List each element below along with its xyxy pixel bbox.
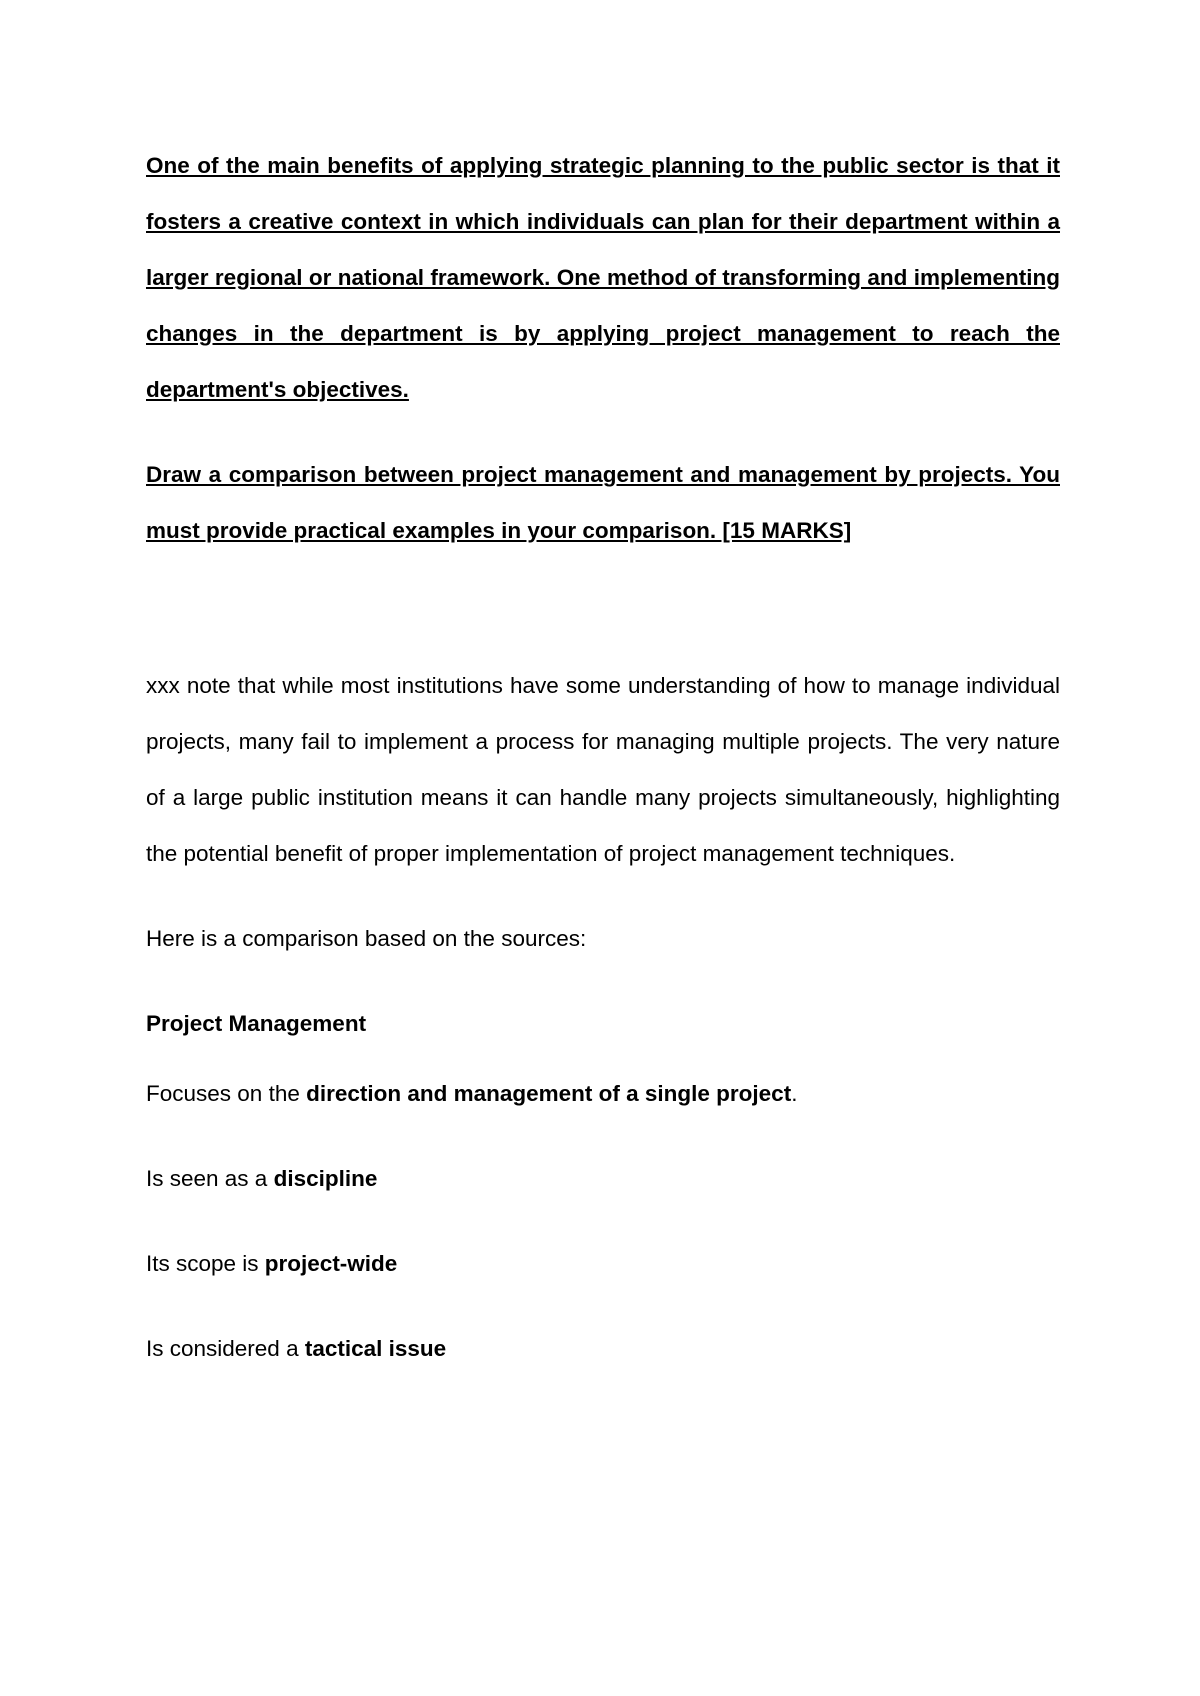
point-prefix: Its scope is (146, 1251, 265, 1276)
point-bold: project-wide (264, 1251, 398, 1276)
answer-paragraph-2: Here is a comparison based on the sources: (146, 926, 587, 951)
comparison-point (146, 1066, 1060, 1122)
point-bold: discipline (273, 1166, 378, 1191)
point-prefix: Focuses on the (146, 1081, 307, 1106)
comparison-point (146, 1321, 1060, 1377)
question-task: Draw a comparison between project management and management by projects. You must provide practical examples in your comparison. [15 MARKS] (146, 462, 1060, 543)
question-intro: One of the main benefits of applying strategic planning to the public sector is that it fosters a creative context in which individuals can plan for their department within a larger regional or national framework. One method of transforming and implementing changes in the department is by applying project management to reach the department's objectives. (146, 153, 1060, 402)
answer-paragraph-1: xxx note that while most institutions have some understanding of how to manage individual projects, many fail to implement a process for managing multiple projects. The very nature of a large public institution means it can handle many projects simultaneously, highlighting the potential benefit of proper implementation of project management techniques. (146, 673, 1060, 866)
comparison-point (146, 1236, 1060, 1292)
point-bold: tactical issue (304, 1336, 447, 1361)
point-prefix: Is seen as a (146, 1166, 274, 1191)
document-page (146, 138, 1060, 1406)
comparison-point (146, 1151, 1060, 1207)
section-heading: Project Management (146, 1011, 367, 1036)
point-bold: direction and management of a single project (306, 1081, 792, 1106)
point-suffix: . (791, 1081, 798, 1106)
point-prefix: Is considered a (146, 1336, 305, 1361)
spacer (146, 559, 1060, 658)
